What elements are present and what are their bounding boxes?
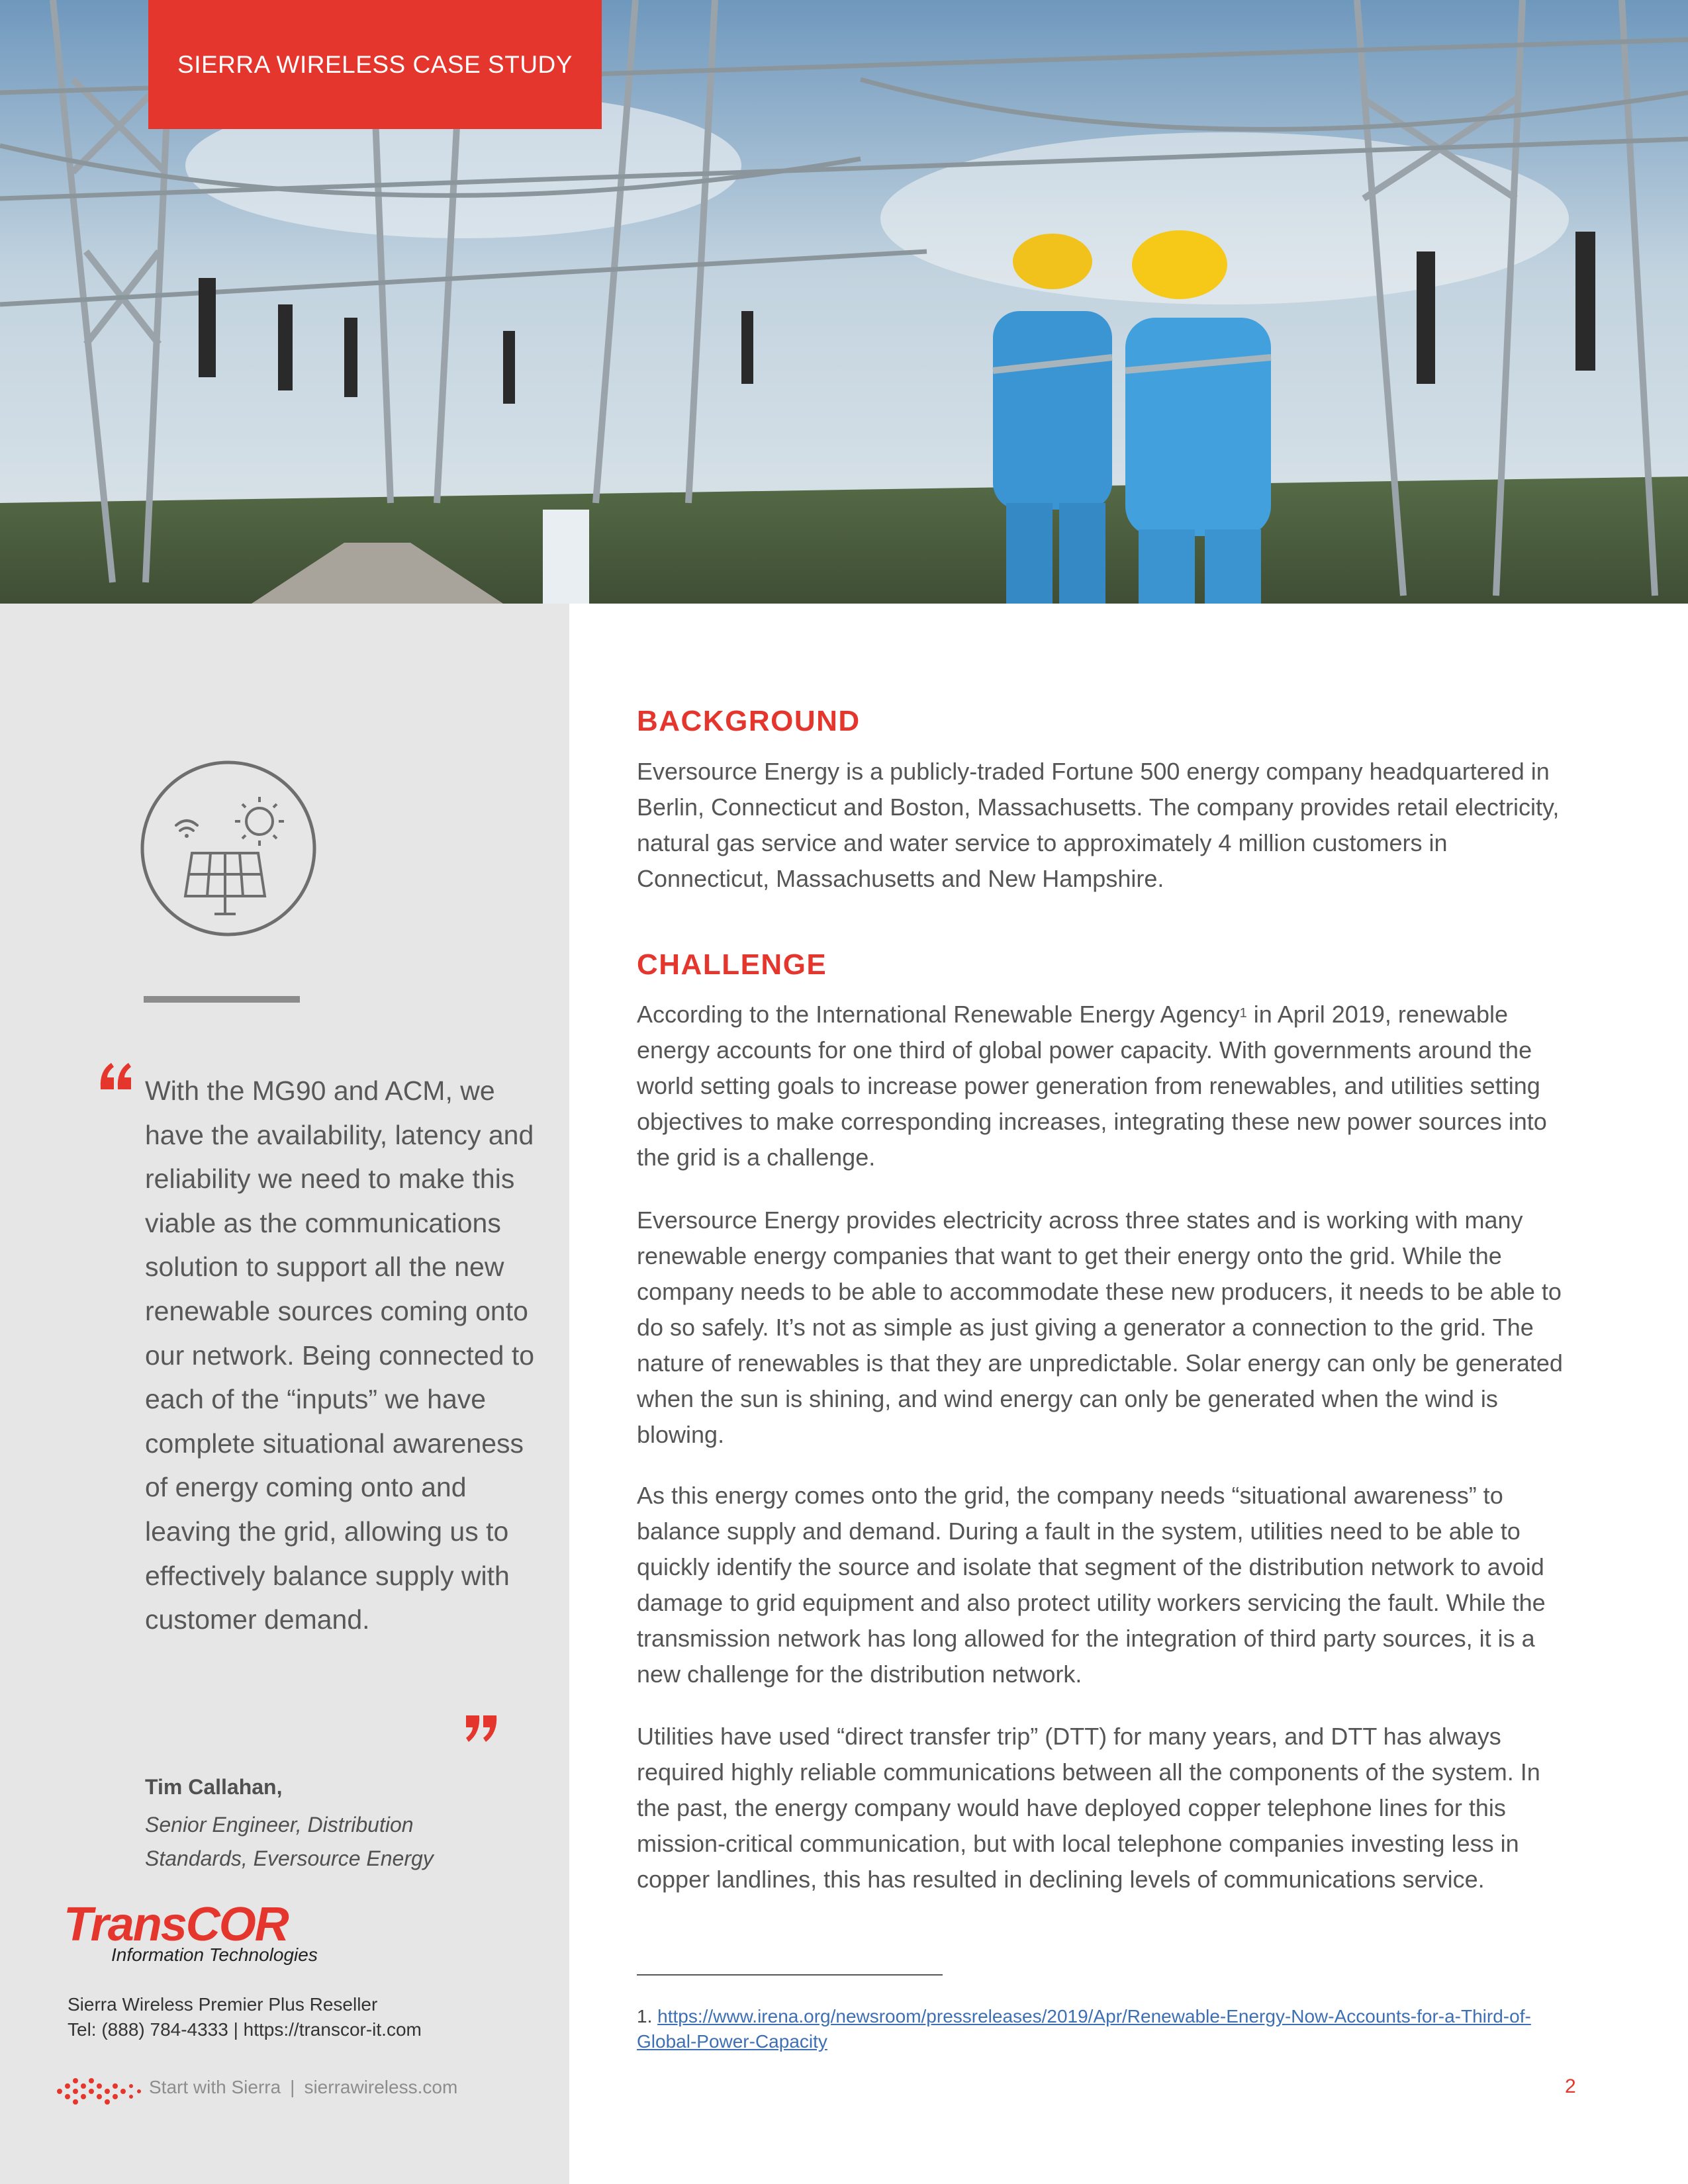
testimonial-quote: With the MG90 and ACM, we have the availability, latency and reliability we need to make this viable as the communications solution to support all the new renewable sources coming onto our network. Being connected to each of the “inputs” we have complete situational awareness of energy coming onto and leaving the grid, allowing us to effectively balance supply with customer demand. — [145, 1075, 535, 1635]
attribution-name: Tim Callahan, — [145, 1775, 283, 1799]
sidebar-divider — [144, 996, 300, 1003]
logo-wordmark: TransCOR — [64, 1898, 288, 1951]
hero-photo — [0, 0, 1688, 604]
reseller-line: Sierra Wireless Premier Plus Reseller — [68, 1994, 378, 2015]
challenge-paragraph-3: As this energy comes onto the grid, the company needs “situational awareness” to balance supply and demand. During a fault in the system, utilities need to be able to quickly identify the source and isolate that segment of the distribution network to avoid damage to grid equipment and also protect utility workers servicing the fault. While the transmission network has long allowed for the integration of third party sources, it is a new challenge for the distribution network. — [637, 1482, 1546, 1688]
challenge-paragraph-4: Utilities have used “direct transfer trip” (DTT) for many years, and DTT has always required highly reliable communications between all the components of the system. In the past, the energy company would have deployed copper telephone lines for this mission-critical communication, but with local telephone companies investing less in copper landlines, this has resulted in declining levels of communications service. — [637, 1723, 1540, 1893]
footer-separator: | — [290, 2077, 295, 2097]
challenge-p1-end: in April 2019, renewable energy accounts for one third of global power capacity. With governments around the world setting goals to increase power generation from renewables, and utilities setting objectives to make corresponding increases, integrating these new power sources into the grid is a challenge. — [637, 1001, 1547, 1171]
reseller-info — [68, 1992, 422, 2042]
footnote-ref[interactable]: 1 — [1239, 1006, 1247, 1021]
transcor-logo — [64, 1898, 318, 1966]
logo-tagline: Information Technologies — [111, 1944, 318, 1965]
footer-tagline — [149, 2077, 457, 2098]
open-quote-icon — [98, 1059, 135, 1096]
footer-site-link[interactable]: sierrawireless.com — [304, 2077, 458, 2097]
page-number: 2 — [1565, 2075, 1576, 2097]
case-study-badge — [148, 0, 602, 129]
footnote-link[interactable]: https://www.irena.org/newsroom/pressreleases/2019/Apr/Renewable-Energy-Now-Accounts-for-a-Third-of-Global-Power-Capacity — [637, 2006, 1531, 2052]
attribution-title: Senior Engineer, Distribution Standards, Eversource Energy — [145, 1813, 434, 1870]
background-heading: BACKGROUND — [637, 705, 861, 737]
contact-line[interactable]: Tel: (888) 784-4333 | https://transcor-it.com — [68, 2019, 422, 2040]
challenge-paragraph-1 — [637, 997, 1577, 1175]
challenge-heading: CHALLENGE — [637, 948, 827, 981]
close-quote-icon — [462, 1709, 499, 1746]
footer-start: Start with Sierra — [149, 2077, 281, 2097]
challenge-paragraph-2: Eversource Energy provides electricity across three states and is working with many renewable energy companies that want to get their energy onto the grid. While the company needs to be able to accommodate these new producers, it needs to be able to do so safely. It’s not as simple as just giving a generator a connection to the grid. The nature of renewables is that they are unpredictable. Solar energy can only be generated when the sun is shining, and wind energy can only be generated when the wind is blowing. — [637, 1206, 1563, 1448]
challenge-p1-start: According to the International Renewable Energy Agency — [637, 1001, 1240, 1028]
sierra-wireless-logo-icon — [54, 2071, 147, 2111]
footnote — [637, 2004, 1577, 2054]
footnote-rule — [637, 1974, 943, 1976]
solar-panel-wifi-sun-icon — [140, 760, 316, 936]
background-paragraph: Eversource Energy is a publicly-traded Fortune 500 energy company headquartered in Berlin, Connecticut and Boston, Massachusetts. The company provides retail electricity, natural gas service and water service to approximately 4 million customers in Connecticut, Massachusetts and New Hampshire. — [637, 758, 1560, 892]
badge-label: SIERRA WIRELESS CASE STUDY — [177, 50, 573, 78]
footnote-number: 1. — [637, 2006, 658, 2026]
